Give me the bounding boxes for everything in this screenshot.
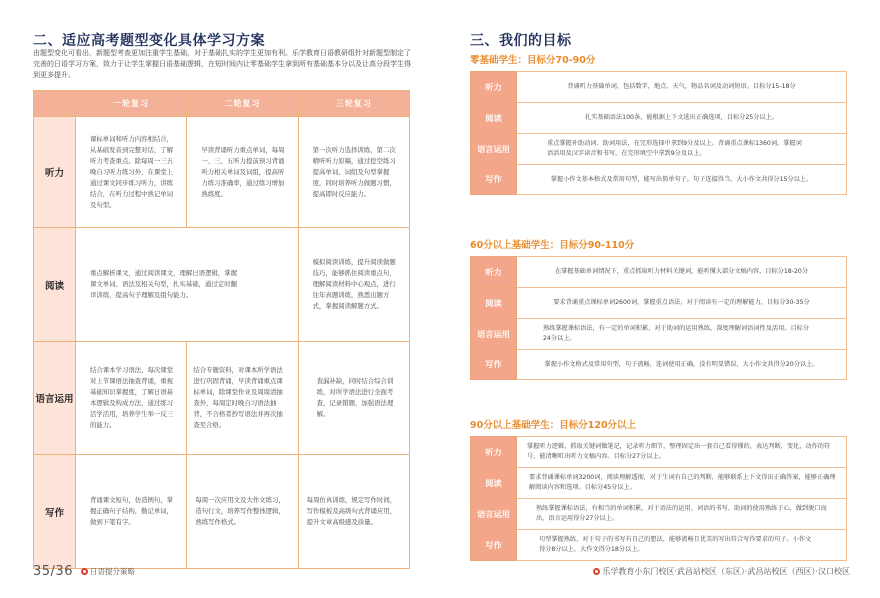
campus-list: 乐学教育小东门校区·武昌站校区（东区）·武昌站校区（西区）·汉口校区	[602, 567, 850, 576]
goal-label: 听力	[471, 437, 517, 468]
footer-title: 日语提分策略	[89, 567, 135, 576]
goal-table-intermediate	[470, 256, 847, 380]
page-number: 35/36	[33, 564, 73, 579]
table-cell: 课标单词和听力内容相结合，从基础发音到完整对话，了解听力考查重点。除每周一三五晚自习听力练习外，在课堂上通过课文同步练习听力，讲练结合，在听力过程中熟记单词及句型。	[76, 117, 187, 228]
table-cell: 背诵课文短句，仿造例句，掌握正确句子结构，勤记单词，做到下笔有字。	[76, 455, 187, 569]
leixue-logo-icon	[81, 568, 88, 575]
header-round-3: 三轮复习	[298, 91, 409, 117]
page-footer	[593, 566, 850, 577]
section-title-goals: 三、我们的目标	[470, 33, 572, 49]
goal-label: 阅读	[471, 103, 517, 134]
goal-row	[471, 530, 847, 561]
study-plan-table	[33, 90, 410, 569]
goal-label: 语言运用	[471, 499, 517, 530]
goal-text: 要求背诵重点课标单词2600词，掌握重点语法，对于阅读有一定的理解能力，目标分30-35分	[517, 288, 847, 319]
goal-label: 听力	[471, 257, 517, 288]
goal-label: 阅读	[471, 288, 517, 319]
table-row-listening	[34, 117, 410, 228]
goal-label: 听力	[471, 72, 517, 103]
goal-table-beginner	[470, 71, 847, 195]
goal-label: 写作	[471, 165, 517, 195]
table-cell: 结合课本学习语法，每次课堂对上节课语法抽查背诵，重视基础知识掌握度，了解日语基本逻辑及构成方法，通过练习活学活用，培养学生举一反三的能力。	[76, 342, 187, 455]
goal-row	[471, 288, 847, 319]
goal-row	[471, 437, 847, 468]
goal-group-title: 60分以上基础学生：目标分90-110分	[470, 240, 635, 251]
row-label: 写作	[34, 455, 76, 569]
table-header-row	[34, 91, 410, 117]
goal-group-title: 零基础学生：目标分70-90分	[470, 55, 596, 66]
goal-row	[471, 499, 847, 530]
table-cell: 第一次听力选择训练，第二次精听听力原稿，通过挖空练习提高单词、词组及句型掌握度，同时培养听力做题习惯，提高即时反应能力。	[298, 117, 409, 228]
goal-text: 句型掌握熟练，对于句子的书写有自己的想法，能够流畅且优美的写出符合写作要求的句子。小作文得分8分以上，大作文得分18分以上。	[517, 530, 847, 561]
goal-text: 在掌握基础单词情况下，重点抓取听力材料关键词，能听懂大部分文稿内容，目标分18-20分	[517, 257, 847, 288]
header-corner	[34, 91, 76, 117]
goal-table-advanced	[470, 436, 847, 561]
table-cell: 每周仿真训练，规定写作时间，写作模板及高级句式背诵应用，提升文章高级感及质量。	[298, 455, 409, 569]
table-row-language-use	[34, 342, 410, 455]
goal-row	[471, 103, 847, 134]
goal-row	[471, 468, 847, 499]
page-footer	[33, 564, 135, 579]
goal-text: 熟练掌握课标语法，有相当的单词积累，对于语法的运用、词语的书写、助词的使用熟练于心，做到脱口而出，语言运用得分27分以上。	[517, 499, 847, 530]
goal-label: 语言运用	[471, 319, 517, 350]
leixue-logo-icon	[593, 568, 600, 575]
table-row-writing	[34, 455, 410, 569]
table-cell-merged: 重点解析课文，通过阅读课文，理解日语逻辑，掌握课文单词、语法及相关句型，扎实基础，通过定时翻译训练，提高句子理解及组句能力。	[76, 228, 299, 342]
goal-label: 写作	[471, 350, 517, 380]
goal-text: 重点掌握补助动词、助词用法，在完形选择中拿到9分及以上。背诵重点课标1360词，掌握词语活用及汉字读音和书写，在完形填空中拿到9分及以上。	[517, 134, 847, 165]
table-cell: 模拟阅读训练，提升阅读做题技巧，能够抓住阅读重点句，理解阅读材料中心观点，进行往年真题训练，熟悉出题方式，掌握阅读解题方式。	[298, 228, 409, 342]
goal-text: 要求背诵课标单词3200词，阅读理解透彻，对于生词有自己的判断，能够联系上下文得出正确答案，能够正确理解阅读内容和选项。目标分45分以上。	[517, 468, 847, 499]
goal-row	[471, 257, 847, 288]
goal-text: 掌握小作文基本格式及常用句型，能写出简单句子，句子连接得当，大小作文共得分15分以上。	[517, 165, 847, 195]
goal-label: 语言运用	[471, 134, 517, 165]
goal-text: 背诵听力基础单词，包括数字，地点，天气，物品名词及动词短语。目标分15-18分	[517, 72, 847, 103]
goal-row	[471, 319, 847, 350]
table-row-reading	[34, 228, 410, 342]
goal-label: 阅读	[471, 468, 517, 499]
row-label: 语言运用	[34, 342, 76, 455]
header-round-1: 一轮复习	[76, 91, 187, 117]
table-cell: 每周一次应用文及大作文练习，造句行文，培养写作整体逻辑，熟练写作格式。	[187, 455, 298, 569]
table-cell: 早读背诵听力重点单词，每周一、三、五听力提前预习背诵听力相关单词及词组，提高听力练习准确率，通过练习增加熟练度。	[187, 117, 298, 228]
goal-label: 写作	[471, 530, 517, 561]
section-title-study-plan: 二、适应高考题型变化具体学习方案	[33, 33, 265, 49]
goal-text: 扎实基础语法100条，能根据上下文选出正确选项，目标分25分以上。	[517, 103, 847, 134]
row-label: 阅读	[34, 228, 76, 342]
goal-row	[471, 165, 847, 195]
row-label: 听力	[34, 117, 76, 228]
goal-group-title: 90分以上基础学生：目标分120分以上	[470, 420, 637, 431]
intro-paragraph: 由题型变化可看出，新题型考查更加注重学生基础，对于基础扎实的学生更加有利。乐学教育日语教研组针对新题型制定了完善的日语学习方案，致力于让学生掌握日语基础逻辑，在短时间内让零基础学生拿到所有基础基本分以及让高分段学生得到更多提升。	[33, 49, 411, 79]
table-cell: 结合专题资料，对课本所学语法进行巩固背诵，早读背诵重点课标单词，除课堂作业及周周清抽查外，每周定时晚自习语法抽背，不合格者抄写语法并再次抽查至合格。	[187, 342, 298, 455]
goal-text: 熟练掌握课标语法，有一定的单词积累，对于助词的运用熟练，深度理解词语词性及活用。目标分24分以上。	[517, 319, 847, 350]
goal-text: 掌握听力逻辑，抓取关键词做笔记，记录听力细节，整理固定出一套自己看得懂的，表达判断，变化，动作的符号，能清晰听出听力文稿内容。目标分27分以上。	[517, 437, 847, 468]
goal-row	[471, 72, 847, 103]
goal-text: 掌握小作文格式及常用句型，句子流畅，连词使用正确，没有明显错误，大小作文共得分20分以上。	[517, 350, 847, 380]
goal-row	[471, 134, 847, 165]
table-cell: 查漏补缺，同时结合综合训练，对所学语法进行全面考查，记录错题，加强语法理解。	[298, 342, 409, 455]
goal-row	[471, 350, 847, 380]
right-page	[440, 0, 880, 598]
header-round-2: 二轮复习	[187, 91, 298, 117]
